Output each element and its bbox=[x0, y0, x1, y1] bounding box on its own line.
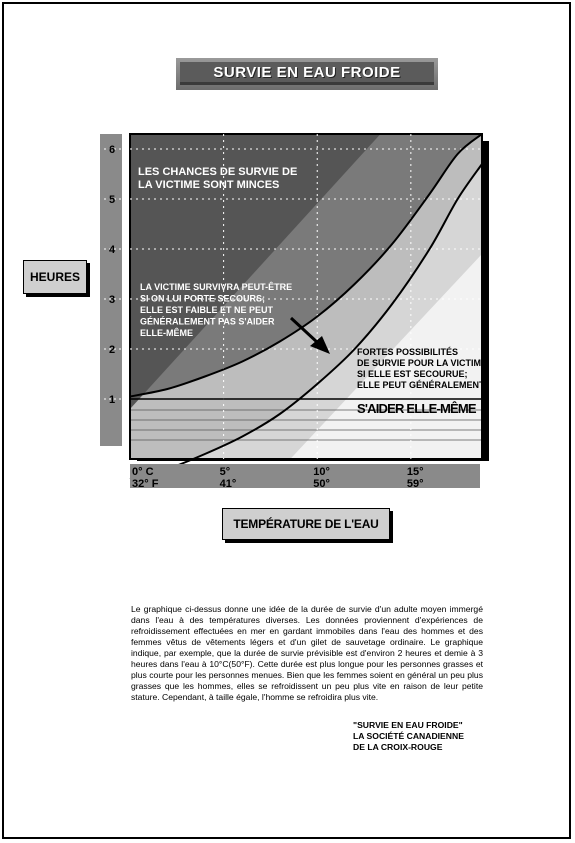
annotation-mid-line: LA VICTIME SURVIVRA PEUT-ÊTRE bbox=[140, 282, 293, 292]
annotation-high-emphasis: S'AIDER ELLE-MÊME bbox=[357, 401, 476, 416]
annotation-mid-line: ELLE-MÊME bbox=[140, 328, 193, 338]
y-tick-label: 4 bbox=[108, 244, 116, 256]
x-tick-label-celsius: 15° bbox=[406, 466, 424, 478]
source-credit bbox=[353, 720, 464, 753]
annotation-low-line: LES CHANCES DE SURVIE DE bbox=[138, 166, 298, 178]
x-tick-label-celsius: 10° bbox=[313, 466, 330, 478]
annotation-high-line: FORTES POSSIBILITÉS bbox=[357, 347, 459, 357]
annotation-high-line: SI ELLE EST SECOURUE; bbox=[357, 369, 468, 379]
annotation-mid-line: ELLE EST FAIBLE ET NE PEUT bbox=[140, 305, 274, 315]
x-axis-label: TEMPÉRATURE DE L'EAU bbox=[222, 508, 390, 540]
source-line-1: "SURVIE EN EAU FROIDE" bbox=[353, 720, 463, 730]
x-tick-label-celsius: 5° bbox=[219, 466, 231, 478]
annotation-mid-line: SI ON LUI PORTE SECOURS; bbox=[140, 293, 266, 304]
annotation-low-line: LA VICTIME SONT MINCES bbox=[138, 179, 280, 191]
x-tick-label-fahrenheit: 32° F bbox=[132, 478, 159, 490]
y-tick-label: 5 bbox=[108, 194, 116, 206]
x-tick-label-fahrenheit: 41° bbox=[219, 478, 237, 490]
y-tick-label: 3 bbox=[108, 294, 116, 306]
annotation-high-line: DE SURVIE POUR LA VICTIME bbox=[357, 358, 488, 368]
y-tick-label: 1 bbox=[108, 394, 116, 406]
annotation-mid-line: GÉNÉRALEMENT PAS S'AIDER bbox=[140, 316, 275, 327]
source-line-3: DE LA CROIX-ROUGE bbox=[353, 742, 443, 752]
chart-title: SURVIE EN EAU FROIDE bbox=[213, 64, 401, 81]
source-line-2: LA SOCIÉTÉ CANADIENNE bbox=[353, 731, 464, 741]
annotation-high-line: ELLE PEUT GÉNÉRALEMENT bbox=[357, 380, 485, 390]
x-tick-label-celsius: 0° C bbox=[132, 466, 154, 478]
caption-text: Le graphique ci-dessus donne une idée de la durée de survie d'un adulte moyen immergé dans l'eau à des températures diverses. Les données proviennent d'expériences de refroidissement effectuées en mer en gardant immobiles dans l'eau des hommes et des femmes vêtus de vêtements légers et d'un gilet de sauvetage ordinaire. Le graphique indique, par exemple, que la durée de survie prévisible est d'environ 2 heures et demie à 3 heures dans l'eau à 10°C(50°F). Cette durée est plus longue pour les personnes grasses et plus courte pour les personnes menues. Bien que les femmes soient en général un peu plus grasses que les hommes, elles se refroidissent un peu plus vite en raison de leur petite stature. Cependant, à taille égale, l'homme se refroidira plus vite. bbox=[131, 604, 483, 702]
y-tick-label: 2 bbox=[108, 344, 116, 356]
x-tick-label-fahrenheit: 50° bbox=[313, 478, 330, 490]
y-axis-label: HEURES bbox=[23, 260, 87, 294]
x-tick-label-fahrenheit: 59° bbox=[406, 478, 424, 490]
x-axis-band bbox=[130, 464, 480, 488]
y-tick-label: 6 bbox=[108, 144, 116, 156]
